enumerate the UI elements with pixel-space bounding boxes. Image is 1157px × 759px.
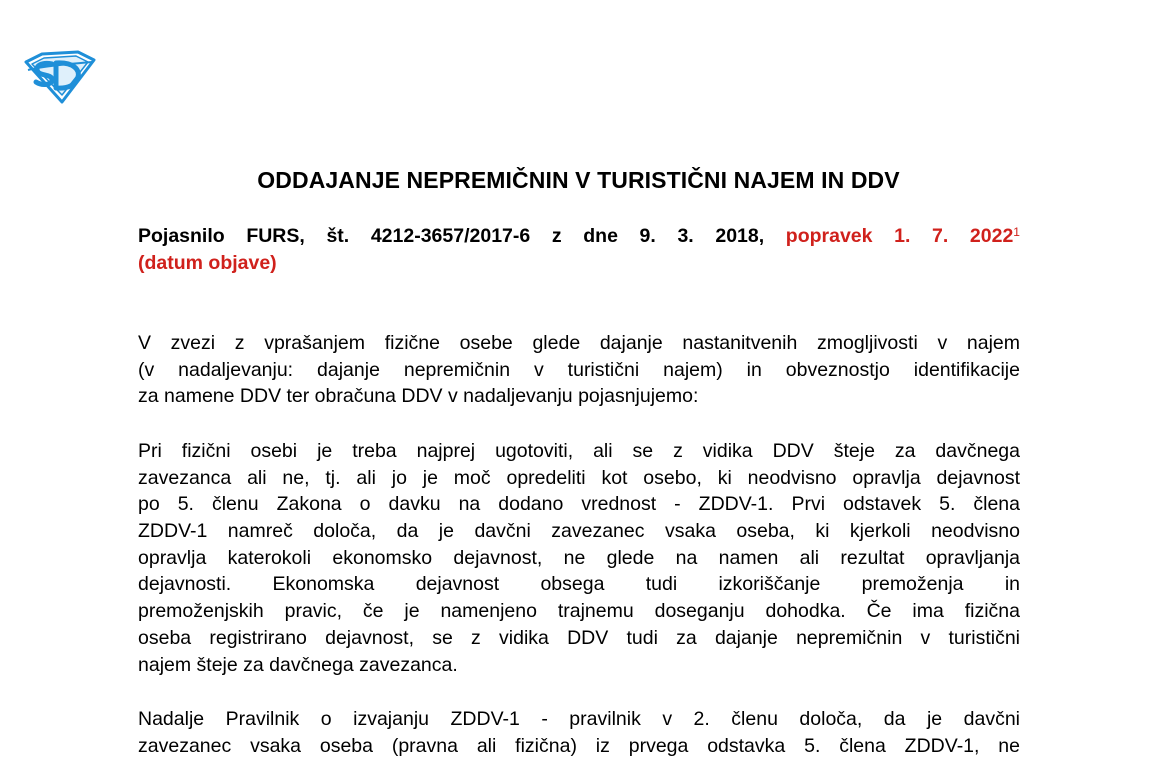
paragraph-3	[138, 706, 1020, 759]
document-title: ODDAJANJE NEPREMIČNIN V TURISTIČNI NAJEM IN DDV	[257, 167, 900, 193]
paragraph-line: Nadalje Pravilnik o izvajanju ZDDV-1 - pravilnik v 2. členu določa, da je davčni	[138, 708, 1020, 730]
paragraph-line: opravlja katerokoli ekonomsko dejavnost, ne glede na namen ali rezultat opravljanja	[138, 546, 1020, 569]
subtitle-correction: popravek 1. 7. 2022	[785, 225, 1014, 247]
paragraph-line: oseba registrirano dejavnost, se z vidika DDV tudi za dajanje nepremičnin v turistični	[138, 626, 1020, 649]
paragraph-line: najem šteje za davčnega zavezanca.	[138, 653, 458, 676]
subtitle-publication-note: (datum objave)	[138, 252, 277, 274]
paragraph-2	[138, 438, 1020, 678]
paragraph-1	[138, 330, 1020, 410]
paragraph-line: po 5. členu Zakona o davku na dodano vrednost - ZDDV-1. Prvi odstavek 5. člena	[138, 493, 1020, 516]
paragraph-line: zavezanca ali ne, tj. ali jo je moč opredeliti kot osebo, ki neodvisno opravlja dejavnost	[138, 466, 1020, 489]
paragraph-line: (v nadaljevanju: dajanje nepremičnin v turistični najem) in obveznostjo identifikacije	[138, 358, 1020, 381]
paragraph-line: za namene DDV ter obračuna DDV v nadaljevanju pojasnjujemo:	[138, 385, 699, 408]
paragraph-line: Pri fizični osebi je treba najprej ugotoviti, ali se z vidika DDV šteje za davčnega	[138, 440, 1020, 462]
paragraph-line: premoženjskih pravic, če je namenjeno trajnemu doseganju dohodka. Če ima fizična	[138, 600, 1020, 623]
paragraph-line: V zvezi z vprašanjem fizične osebe glede dajanje nastanitvenih zmogljivosti v najem	[138, 332, 1020, 354]
paragraph-line: dejavnosti. Ekonomska dejavnost obsega tudi izkoriščanje premoženja in	[138, 573, 1020, 596]
paragraph-line: ZDDV-1 namreč določa, da je davčni zavezanec vsaka oseba, ki kjerkoli neodvisno	[138, 520, 1020, 543]
sd-logo-icon	[22, 48, 96, 104]
paragraph-line: zavezanec vsaka oseba (pravna ali fizična) iz prvega odstavka 5. člena ZDDV-1, ne	[138, 734, 1020, 757]
footnote-mark[interactable]: 1	[1013, 225, 1020, 239]
document-subtitle	[138, 223, 1020, 250]
subtitle-reference: Pojasnilo FURS, št. 4212-3657/2017-6 z dne 9. 3. 2018,	[138, 225, 786, 247]
